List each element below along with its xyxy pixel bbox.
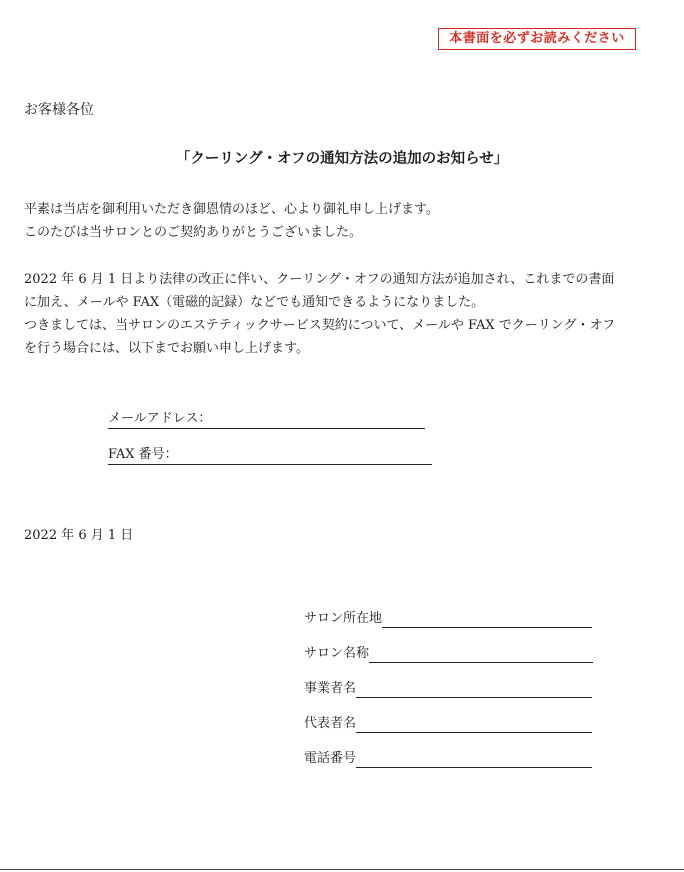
email-field-label: メールアドレス： (108, 411, 211, 429)
document-title: 「クーリング・オフの通知方法の追加のお知らせ」 (175, 150, 509, 167)
email-field[interactable] (108, 411, 425, 429)
greeting-line-1: 平素は当店を御利用いただき御恩情のほど、心より御礼申し上げます。 (24, 202, 439, 217)
email-field-blank[interactable] (211, 412, 425, 429)
phone-number-blank[interactable] (356, 751, 592, 768)
must-read-badge: 本書面を必ずお読みください (438, 28, 636, 50)
representative-name-field[interactable] (304, 716, 592, 733)
business-name-field[interactable] (304, 681, 592, 698)
salutation: お客様各位 (24, 102, 94, 118)
salon-name-field[interactable] (304, 646, 593, 663)
representative-name-blank[interactable] (356, 716, 592, 733)
notice-line-3: つきましては、当サロンのエステティックサービス契約について、メールや FAX でクーリング・オフ (24, 318, 616, 333)
notice-line-1: 2022 年 6 月 1 日より法律の改正に伴い、クーリング・オフの通知方法が追加され、これまでの書面 (24, 272, 615, 287)
salon-location-blank[interactable] (382, 611, 592, 628)
phone-number-field[interactable] (304, 751, 592, 768)
greeting-line-2: このたびは当サロンとのご契約ありがとうございました。 (24, 225, 363, 240)
page-bottom-divider (0, 869, 684, 870)
salon-location-label: サロン所在地 (304, 611, 383, 626)
salon-name-label: サロン名称 (304, 646, 370, 661)
representative-name-label: 代表者名 (304, 716, 357, 731)
business-name-label: 事業者名 (304, 681, 357, 696)
business-name-blank[interactable] (356, 681, 592, 698)
salon-name-blank[interactable] (369, 646, 593, 663)
notice-line-4: を行う場合には、以下までお願い申し上げます。 (24, 341, 309, 356)
fax-field-blank[interactable] (178, 448, 432, 465)
document-date: 2022 年 6 月 1 日 (24, 528, 134, 543)
notice-line-2: に加え、メールや FAX（電磁的記録）などでも通知できるようになりました。 (24, 295, 485, 310)
phone-number-label: 電話番号 (304, 751, 357, 766)
fax-field[interactable] (108, 447, 432, 465)
salon-location-field[interactable] (304, 611, 592, 628)
fax-field-label: FAX 番号： (108, 447, 178, 465)
